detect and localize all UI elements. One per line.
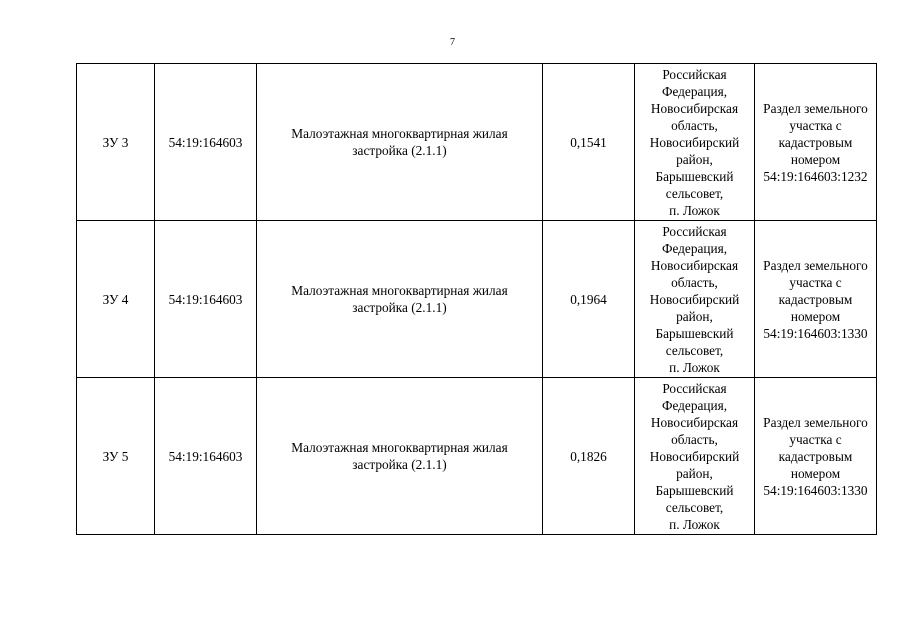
address-cell	[635, 221, 755, 378]
area-cell: 0,1541	[543, 64, 635, 221]
permitted-use-text: Малоэтажная многоквартирная жилая застройка (2.1.1)	[291, 440, 508, 472]
address-text: Российская Федерация, Новосибирская область, Новосибирский район, Барышевский сельсовет, п. Ложок	[649, 66, 740, 218]
formation-method-cell	[755, 64, 877, 221]
page-number: 7	[450, 37, 455, 48]
plot-id-cell: ЗУ 4	[77, 221, 155, 378]
permitted-use-cell	[257, 64, 543, 221]
address-text: Российская Федерация, Новосибирская область, Новосибирский район, Барышевский сельсовет, п. Ложок	[649, 223, 740, 375]
permitted-use-cell	[257, 221, 543, 378]
table-row	[77, 64, 877, 221]
address-text: Российская Федерация, Новосибирская область, Новосибирский район, Барышевский сельсовет, п. Ложок	[649, 380, 740, 532]
address-cell	[635, 64, 755, 221]
formation-method-text: Раздел земельного участка с кадастровым номером 54:19:164603:1232	[763, 100, 868, 184]
cadastral-quarter-cell: 54:19:164603	[155, 378, 257, 535]
formation-method-cell	[755, 221, 877, 378]
area-cell: 0,1826	[543, 378, 635, 535]
table-row	[77, 221, 877, 378]
address-cell	[635, 378, 755, 535]
formation-method-text: Раздел земельного участка с кадастровым номером 54:19:164603:1330	[763, 414, 868, 498]
plot-id-cell: ЗУ 5	[77, 378, 155, 535]
formation-method-cell	[755, 378, 877, 535]
formation-method-text: Раздел земельного участка с кадастровым номером 54:19:164603:1330	[763, 257, 868, 341]
cadastral-quarter-cell: 54:19:164603	[155, 64, 257, 221]
permitted-use-text: Малоэтажная многоквартирная жилая застройка (2.1.1)	[291, 126, 508, 158]
area-cell: 0,1964	[543, 221, 635, 378]
permitted-use-text: Малоэтажная многоквартирная жилая застройка (2.1.1)	[291, 283, 508, 315]
permitted-use-cell	[257, 378, 543, 535]
land-plots-table	[76, 63, 877, 535]
plot-id-cell: ЗУ 3	[77, 64, 155, 221]
cadastral-quarter-cell: 54:19:164603	[155, 221, 257, 378]
table-row	[77, 378, 877, 535]
